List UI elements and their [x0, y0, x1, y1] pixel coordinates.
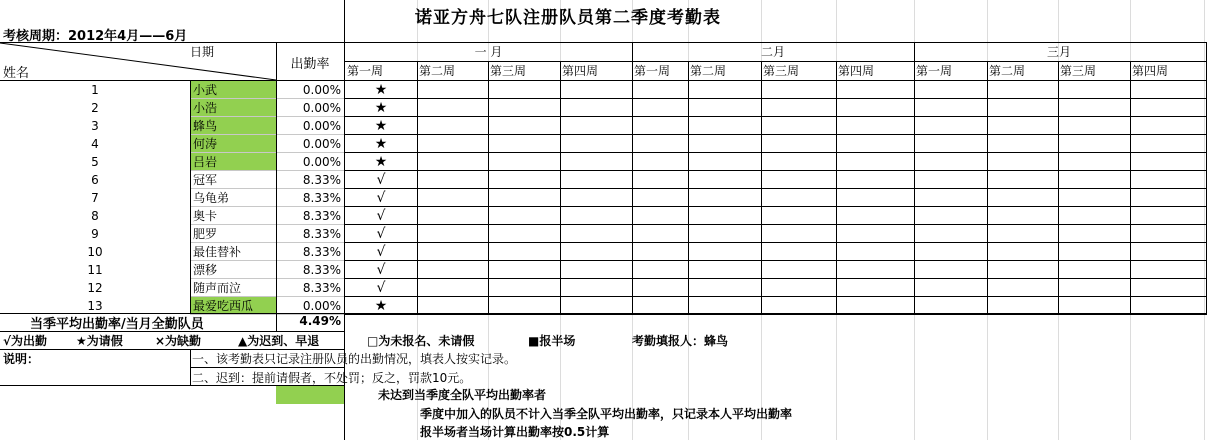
week-label: 第二周 [989, 64, 1026, 78]
week1-mark: ★ [374, 100, 388, 116]
border-line [914, 42, 915, 313]
attendance-rate: 0.00% [302, 299, 341, 313]
week-label: 第三周 [1060, 64, 1097, 78]
member-name: 随声而泣 [193, 281, 242, 295]
week1-mark: ★ [374, 136, 388, 152]
legend-present: √为出勤 [3, 334, 48, 348]
member-number: 8 [91, 209, 99, 223]
member-number: 5 [91, 155, 99, 169]
member-number: 2 [91, 101, 99, 115]
summary-value: 4.49% [299, 314, 341, 328]
row-line [345, 188, 1207, 189]
legend-absent: ×为缺勤 [155, 334, 202, 348]
week-label: 第二周 [690, 64, 727, 78]
week1-mark: √ [376, 208, 386, 224]
border-line [560, 61, 561, 313]
period-label: 考核周期：2012年4月——6月 [3, 29, 188, 44]
attendance-rate: 0.00% [302, 119, 341, 133]
member-name: 漂移 [193, 263, 218, 277]
week-label: 第三周 [490, 64, 527, 78]
attendance-rate: 8.33% [302, 245, 341, 259]
member-name: 何涛 [191, 135, 276, 153]
row-line [345, 224, 1207, 225]
legend-leave: ★为请假 [76, 334, 123, 348]
header-rate: 出勤率 [290, 57, 330, 72]
week1-mark: √ [376, 172, 386, 188]
row-line [345, 260, 1207, 261]
member-name: 蜂鸟 [191, 117, 276, 135]
attendance-rate: 8.33% [302, 191, 341, 205]
sheet-title: 诺亚方舟七队注册队员第二季度考勤表 [415, 8, 721, 28]
member-name: 肥罗 [193, 227, 218, 241]
member-name: 吕岩 [191, 153, 276, 171]
border-line [344, 0, 345, 440]
member-number: 12 [87, 281, 103, 295]
member-name: 冠军 [193, 173, 218, 187]
month-label: 三月 [1046, 45, 1071, 59]
border-line [0, 331, 345, 332]
week1-mark: ★ [374, 298, 388, 314]
attendance-rate: 8.33% [302, 209, 341, 223]
attendance-rate: 8.33% [302, 281, 341, 295]
legend-late: ▲为迟到、早退 [238, 334, 320, 348]
member-name: 奥卡 [193, 209, 218, 223]
border-line [987, 61, 988, 313]
attendance-rate: 0.00% [302, 155, 341, 169]
row-line [345, 278, 1207, 279]
row-line [345, 242, 1207, 243]
week-label: 第一周 [634, 64, 671, 78]
note-green: 未达到当季度全队平均出勤率者 [378, 388, 547, 402]
row-line [345, 296, 1207, 297]
attendance-rate: 8.33% [302, 263, 341, 277]
attendance-rate: 0.00% [302, 137, 341, 151]
note-line-1: 一、该考勤表只记录注册队员的出勤情况，填表人按实记录。 [192, 352, 517, 366]
border-line [190, 367, 345, 368]
row-line [345, 98, 1207, 99]
border-line [836, 61, 837, 313]
attendance-rate: 8.33% [302, 173, 341, 187]
gridline [1204, 0, 1205, 440]
border-line [345, 61, 1207, 62]
member-name: 小武 [191, 81, 276, 99]
member-number: 10 [87, 245, 103, 259]
row-line [345, 206, 1207, 207]
border-line [0, 349, 345, 350]
legend-green-swatch [276, 385, 344, 404]
row-line [345, 170, 1207, 171]
week1-mark: ★ [374, 118, 388, 134]
member-name: 最爱吃西瓜 [191, 297, 276, 315]
attendance-rate: 0.00% [302, 101, 341, 115]
header-date: 日期 [190, 45, 215, 59]
member-name: 最佳替补 [193, 245, 242, 259]
month-label: 一 月 [474, 45, 503, 59]
border-line [0, 385, 345, 386]
row-line [345, 134, 1207, 135]
week-label: 第四周 [1132, 64, 1169, 78]
row-line [345, 314, 1207, 315]
attendance-rate: 0.00% [302, 83, 341, 97]
notes-label: 说明： [3, 352, 40, 366]
week1-mark: √ [376, 244, 386, 260]
attendance-rate: 8.33% [302, 227, 341, 241]
week1-mark: √ [376, 262, 386, 278]
border-line [488, 61, 489, 313]
diagonal-line [0, 43, 276, 81]
reporter-label: 考勤填报人：蜂鸟 [632, 334, 729, 348]
row-line [345, 116, 1207, 117]
member-number: 11 [87, 263, 103, 277]
week-label: 第四周 [562, 64, 599, 78]
border-line [345, 42, 1207, 43]
week1-mark: ★ [374, 82, 388, 98]
border-line [190, 349, 191, 385]
row-line [345, 152, 1207, 153]
week-label: 第一周 [347, 64, 384, 78]
member-number: 13 [87, 299, 103, 313]
border-line [276, 43, 277, 331]
border-line [632, 42, 633, 313]
border-line [0, 42, 345, 43]
member-number: 6 [91, 173, 99, 187]
border-line [761, 61, 762, 313]
member-number: 3 [91, 119, 99, 133]
week1-mark: √ [376, 226, 386, 242]
week1-mark: √ [376, 280, 386, 296]
member-name: 小浩 [191, 99, 276, 117]
member-number: 4 [91, 137, 99, 151]
border-line [0, 313, 345, 314]
week-label: 第一周 [916, 64, 953, 78]
summary-label: 当季平均出勤率/当月全勤队员 [30, 317, 204, 332]
border-line [0, 80, 1207, 81]
border-line [1130, 61, 1131, 313]
member-number: 7 [91, 191, 99, 205]
week1-mark: √ [376, 190, 386, 206]
week-label: 第二周 [419, 64, 456, 78]
legend-unregistered: □为未报名、未请假 [367, 334, 475, 348]
border-line [345, 313, 1207, 314]
note-line-2: 二、迟到：提前请假者，不处罚；反之，罚款10元。 [192, 371, 472, 385]
border-line [417, 61, 418, 313]
note-line-4: 报半场者当场计算出勤率按0.5计算 [420, 425, 610, 439]
border-line [688, 61, 689, 313]
week-label: 第三周 [763, 64, 800, 78]
member-number: 1 [91, 83, 99, 97]
header-name: 姓名 [3, 66, 30, 81]
member-number: 9 [91, 227, 99, 241]
border-line [1058, 61, 1059, 313]
note-line-3: 季度中加入的队员不计入当季全队平均出勤率，只记录本人平均出勤率 [420, 407, 793, 421]
month-label: 二月 [760, 45, 785, 59]
week-label: 第四周 [838, 64, 875, 78]
member-name: 乌龟弟 [193, 191, 230, 205]
border-line [190, 80, 191, 313]
week1-mark: ★ [374, 154, 388, 170]
legend-half: ■报半场 [528, 334, 576, 348]
